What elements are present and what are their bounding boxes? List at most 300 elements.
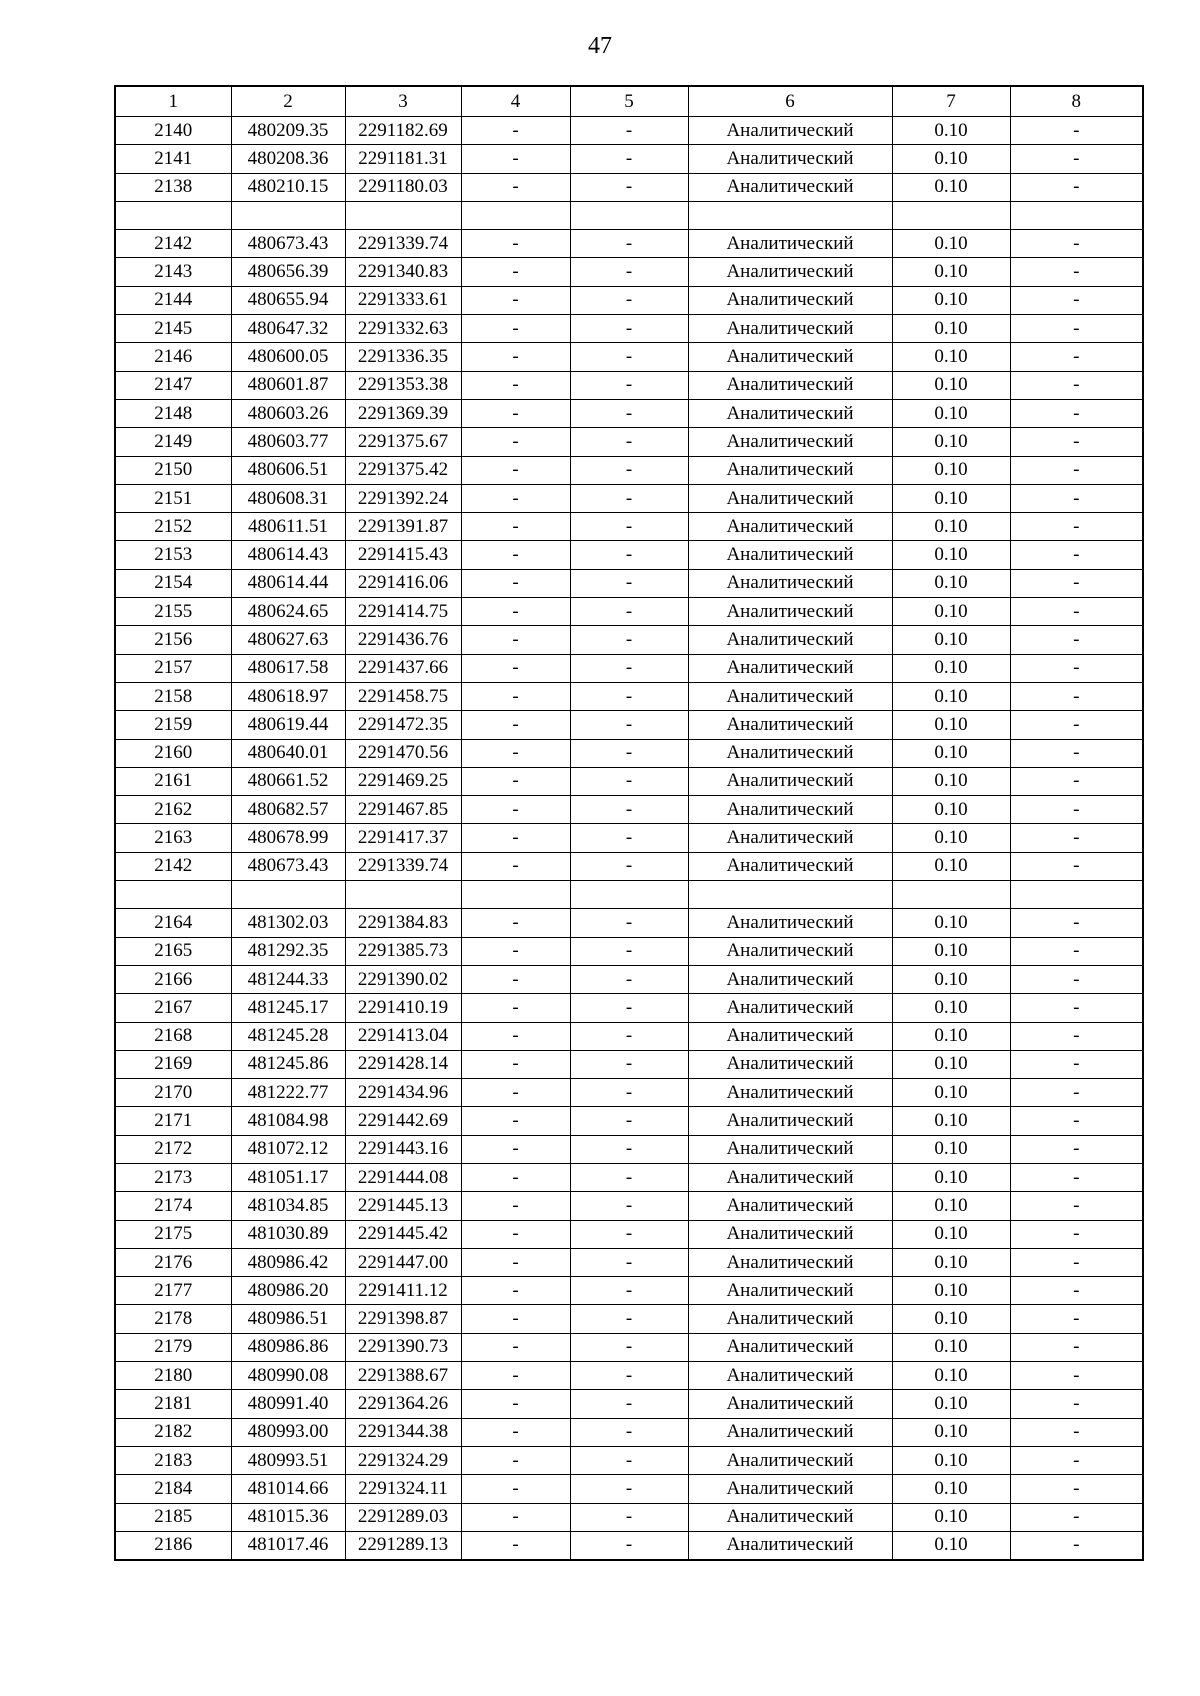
table-cell: 2291447.00	[345, 1248, 461, 1276]
table-body	[115, 117, 1143, 1561]
table-cell: 2291339.74	[345, 852, 461, 880]
table-cell: 480606.51	[231, 456, 345, 484]
column-header-6: 6	[688, 86, 892, 117]
table-cell: 0.10	[892, 258, 1010, 286]
table-cell: 0.10	[892, 626, 1010, 654]
table-cell: -	[461, 286, 570, 314]
table-cell: 2158	[115, 682, 231, 710]
table-cell: Аналитический	[688, 965, 892, 993]
table-cell: 2291181.31	[345, 145, 461, 173]
table-cell: 2174	[115, 1192, 231, 1220]
column-header-3: 3	[345, 86, 461, 117]
table-cell: 480617.58	[231, 654, 345, 682]
table-cell: 2177	[115, 1277, 231, 1305]
table-cell: Аналитический	[688, 1135, 892, 1163]
table-cell: 2138	[115, 173, 231, 201]
table-cell: 480618.97	[231, 682, 345, 710]
table-row	[115, 1333, 1143, 1361]
table-cell: -	[1010, 399, 1143, 427]
table-cell: -	[1010, 626, 1143, 654]
table-cell: -	[461, 1050, 570, 1078]
table-cell: 2142	[115, 230, 231, 258]
table-cell: -	[1010, 1163, 1143, 1191]
table-cell: 481084.98	[231, 1107, 345, 1135]
table-cell: 481017.46	[231, 1531, 345, 1560]
table-row	[115, 1277, 1143, 1305]
table-cell: -	[1010, 513, 1143, 541]
table-cell: 2291353.38	[345, 371, 461, 399]
table-cell: 481072.12	[231, 1135, 345, 1163]
table-cell: 2291442.69	[345, 1107, 461, 1135]
table-cell: -	[461, 1022, 570, 1050]
table-cell: Аналитический	[688, 852, 892, 880]
table-cell: -	[570, 1135, 688, 1163]
table-cell: 2160	[115, 739, 231, 767]
table-row	[115, 1050, 1143, 1078]
table-cell: 2291444.08	[345, 1163, 461, 1191]
table-cell: 480990.08	[231, 1362, 345, 1390]
table-cell: 2291182.69	[345, 117, 461, 145]
table-cell: -	[1010, 739, 1143, 767]
table-row	[115, 1390, 1143, 1418]
table-cell: Аналитический	[688, 1079, 892, 1107]
table-cell: 0.10	[892, 1503, 1010, 1531]
table-cell: Аналитический	[688, 1277, 892, 1305]
table-cell: Аналитический	[688, 258, 892, 286]
table-cell	[115, 881, 231, 909]
table-cell: 2141	[115, 145, 231, 173]
table-cell: 2291340.83	[345, 258, 461, 286]
table-row	[115, 1079, 1143, 1107]
table-cell: Аналитический	[688, 1022, 892, 1050]
table-cell: -	[461, 1503, 570, 1531]
table-cell: 480209.35	[231, 117, 345, 145]
table-cell: -	[461, 513, 570, 541]
table-cell: Аналитический	[688, 1333, 892, 1361]
table-cell: -	[461, 1362, 570, 1390]
table-cell: 0.10	[892, 739, 1010, 767]
table-cell: 0.10	[892, 824, 1010, 852]
table-cell: 2291428.14	[345, 1050, 461, 1078]
table-cell: -	[570, 428, 688, 456]
table-cell: 480210.15	[231, 173, 345, 201]
table-cell: Аналитический	[688, 1475, 892, 1503]
table-cell: -	[1010, 1333, 1143, 1361]
table-cell: -	[570, 1333, 688, 1361]
table-cell: 0.10	[892, 1079, 1010, 1107]
table-row	[115, 1107, 1143, 1135]
table-cell: 2291411.12	[345, 1277, 461, 1305]
table-cell: 0.10	[892, 145, 1010, 173]
table-cell: -	[1010, 937, 1143, 965]
table-cell: 480624.65	[231, 598, 345, 626]
table-cell: -	[461, 767, 570, 795]
table-cell: -	[570, 1022, 688, 1050]
table-cell: 0.10	[892, 1277, 1010, 1305]
table-cell: Аналитический	[688, 1192, 892, 1220]
table-cell: 0.10	[892, 399, 1010, 427]
table-cell: 2291385.73	[345, 937, 461, 965]
table-cell: -	[461, 1390, 570, 1418]
table-cell: 0.10	[892, 1107, 1010, 1135]
table-row	[115, 428, 1143, 456]
table-cell: Аналитический	[688, 541, 892, 569]
table-row	[115, 399, 1143, 427]
table-cell: 2155	[115, 598, 231, 626]
table-cell: -	[570, 682, 688, 710]
table-cell: -	[570, 852, 688, 880]
table-cell: 480627.63	[231, 626, 345, 654]
table-row	[115, 1503, 1143, 1531]
table-row	[115, 711, 1143, 739]
table-cell: 480614.44	[231, 569, 345, 597]
table-cell: 2164	[115, 909, 231, 937]
table-cell: -	[461, 1531, 570, 1560]
table-cell: -	[570, 654, 688, 682]
table-row	[115, 1192, 1143, 1220]
table-cell: -	[570, 1277, 688, 1305]
table-cell: 2144	[115, 286, 231, 314]
table-cell: 0.10	[892, 343, 1010, 371]
table-cell: -	[570, 1418, 688, 1446]
table-cell: -	[570, 173, 688, 201]
table-row	[115, 1220, 1143, 1248]
table-cell	[461, 201, 570, 229]
table-cell: -	[570, 286, 688, 314]
table-cell: -	[461, 315, 570, 343]
table-cell: 0.10	[892, 598, 1010, 626]
table-cell: -	[570, 399, 688, 427]
table-cell: 2291417.37	[345, 824, 461, 852]
table-cell: 2162	[115, 796, 231, 824]
table-cell: 0.10	[892, 937, 1010, 965]
table-cell: Аналитический	[688, 343, 892, 371]
table-cell: -	[461, 399, 570, 427]
table-cell: 2172	[115, 1135, 231, 1163]
table-cell: 2173	[115, 1163, 231, 1191]
table-row	[115, 1362, 1143, 1390]
table-row	[115, 117, 1143, 145]
table-cell: 0.10	[892, 513, 1010, 541]
table-cell: 2291434.96	[345, 1079, 461, 1107]
table-cell: 2291415.43	[345, 541, 461, 569]
table-cell: 480678.99	[231, 824, 345, 852]
table-cell: 0.10	[892, 682, 1010, 710]
table-cell: 0.10	[892, 371, 1010, 399]
table-cell: 0.10	[892, 230, 1010, 258]
table-cell: Аналитический	[688, 994, 892, 1022]
table-cell: -	[1010, 1079, 1143, 1107]
table-cell: 2291443.16	[345, 1135, 461, 1163]
table-cell: 2163	[115, 824, 231, 852]
table-cell: 2171	[115, 1107, 231, 1135]
table-cell: Аналитический	[688, 1305, 892, 1333]
table-cell: 0.10	[892, 1362, 1010, 1390]
table-cell: 2291392.24	[345, 484, 461, 512]
table-row	[115, 1305, 1143, 1333]
table-cell: -	[1010, 909, 1143, 937]
table-row	[115, 994, 1143, 1022]
table-cell: Аналитический	[688, 767, 892, 795]
table-cell: 480600.05	[231, 343, 345, 371]
table-cell: 0.10	[892, 1475, 1010, 1503]
table-cell: 2291470.56	[345, 739, 461, 767]
table-row	[115, 1446, 1143, 1474]
table-cell: 2181	[115, 1390, 231, 1418]
table-cell: 2167	[115, 994, 231, 1022]
table-cell: Аналитический	[688, 484, 892, 512]
table-row	[115, 1418, 1143, 1446]
table-cell: 0.10	[892, 1418, 1010, 1446]
table-cell: 481245.17	[231, 994, 345, 1022]
table-cell: 481051.17	[231, 1163, 345, 1191]
table-cell: 2148	[115, 399, 231, 427]
table-cell: 2291289.13	[345, 1531, 461, 1560]
table-cell: Аналитический	[688, 1418, 892, 1446]
table-cell: 2176	[115, 1248, 231, 1276]
table-cell: -	[1010, 315, 1143, 343]
table-cell: Аналитический	[688, 1107, 892, 1135]
table-cell: Аналитический	[688, 569, 892, 597]
table-cell: Аналитический	[688, 626, 892, 654]
table-row	[115, 937, 1143, 965]
table-cell: -	[570, 1050, 688, 1078]
table-cell: -	[461, 371, 570, 399]
table-cell: 2291369.39	[345, 399, 461, 427]
table-cell: 0.10	[892, 654, 1010, 682]
table-cell: 480601.87	[231, 371, 345, 399]
column-header-4: 4	[461, 86, 570, 117]
table-cell: -	[570, 909, 688, 937]
table-cell: 481245.86	[231, 1050, 345, 1078]
table-cell: 0.10	[892, 117, 1010, 145]
table-cell: 2153	[115, 541, 231, 569]
table-cell: 0.10	[892, 994, 1010, 1022]
table-cell: 2291437.66	[345, 654, 461, 682]
table-cell: -	[461, 428, 570, 456]
table-cell: -	[570, 796, 688, 824]
table-cell: 480673.43	[231, 230, 345, 258]
table-cell: -	[1010, 682, 1143, 710]
table-cell: 0.10	[892, 796, 1010, 824]
table-cell: -	[1010, 1107, 1143, 1135]
table-cell: 0.10	[892, 541, 1010, 569]
table-cell: Аналитический	[688, 1362, 892, 1390]
table-cell: 480611.51	[231, 513, 345, 541]
table-cell: 480991.40	[231, 1390, 345, 1418]
table-cell: 0.10	[892, 1192, 1010, 1220]
table-cell: -	[461, 1475, 570, 1503]
table-cell: 480986.51	[231, 1305, 345, 1333]
table-cell: 0.10	[892, 286, 1010, 314]
table-cell: -	[570, 315, 688, 343]
table-cell: 2291416.06	[345, 569, 461, 597]
table-cell: 2150	[115, 456, 231, 484]
table-cell: -	[461, 230, 570, 258]
table-cell: 2291436.76	[345, 626, 461, 654]
table-cell: 2157	[115, 654, 231, 682]
table-cell: 2149	[115, 428, 231, 456]
table-cell: Аналитический	[688, 1220, 892, 1248]
table-row	[115, 541, 1143, 569]
table-cell: Аналитический	[688, 513, 892, 541]
table-cell: 0.10	[892, 1305, 1010, 1333]
table-cell	[231, 881, 345, 909]
table-row	[115, 598, 1143, 626]
table-cell: 2186	[115, 1531, 231, 1560]
table-cell: 0.10	[892, 1446, 1010, 1474]
table-cell: 480673.43	[231, 852, 345, 880]
table-cell: -	[461, 1305, 570, 1333]
table-row	[115, 1163, 1143, 1191]
table-cell: 2291375.67	[345, 428, 461, 456]
table-cell: 2140	[115, 117, 231, 145]
table-cell: 0.10	[892, 852, 1010, 880]
table-row	[115, 767, 1143, 795]
table-cell: 480986.42	[231, 1248, 345, 1276]
table-cell: 2291333.61	[345, 286, 461, 314]
table-cell: -	[1010, 1277, 1143, 1305]
table-cell	[345, 881, 461, 909]
table-cell: 2291336.35	[345, 343, 461, 371]
table-row	[115, 626, 1143, 654]
table-cell: Аналитический	[688, 682, 892, 710]
column-header-7: 7	[892, 86, 1010, 117]
table-cell: 0.10	[892, 1531, 1010, 1560]
table-cell: 2291410.19	[345, 994, 461, 1022]
table-cell: -	[461, 1107, 570, 1135]
table-cell: -	[1010, 541, 1143, 569]
table-cell: -	[461, 569, 570, 597]
table-cell: -	[1010, 654, 1143, 682]
table-cell: 2147	[115, 371, 231, 399]
table-cell: 2291390.73	[345, 1333, 461, 1361]
table-cell: Аналитический	[688, 230, 892, 258]
table-row	[115, 371, 1143, 399]
table-cell: -	[1010, 230, 1143, 258]
table-cell: -	[461, 796, 570, 824]
table-cell: 2156	[115, 626, 231, 654]
table-row	[115, 569, 1143, 597]
table-header-row	[115, 86, 1143, 117]
table-cell: -	[1010, 1418, 1143, 1446]
table-cell	[345, 201, 461, 229]
table-row	[115, 881, 1143, 909]
table-cell: 0.10	[892, 1220, 1010, 1248]
table-cell: -	[461, 343, 570, 371]
table-cell: -	[1010, 1390, 1143, 1418]
table-row	[115, 343, 1143, 371]
table-cell: -	[461, 1333, 570, 1361]
table-cell: -	[570, 117, 688, 145]
table-cell	[461, 881, 570, 909]
table-row	[115, 682, 1143, 710]
table-cell: -	[1010, 1531, 1143, 1560]
table-cell: -	[461, 1163, 570, 1191]
table-cell: 2143	[115, 258, 231, 286]
table-cell: 2291339.74	[345, 230, 461, 258]
table-cell: 2159	[115, 711, 231, 739]
table-cell: -	[570, 598, 688, 626]
table-cell: -	[461, 994, 570, 1022]
table-cell: -	[461, 1192, 570, 1220]
table-cell: Аналитический	[688, 1503, 892, 1531]
table-cell: 2291413.04	[345, 1022, 461, 1050]
table-cell: -	[1010, 371, 1143, 399]
table-cell: -	[570, 965, 688, 993]
table-cell: Аналитический	[688, 428, 892, 456]
table-cell: 2168	[115, 1022, 231, 1050]
table-cell: 480986.86	[231, 1333, 345, 1361]
table-cell: 480603.26	[231, 399, 345, 427]
table-cell: -	[570, 994, 688, 1022]
column-header-1: 1	[115, 86, 231, 117]
table-cell: -	[461, 1079, 570, 1107]
table-cell	[688, 881, 892, 909]
table-cell: -	[1010, 994, 1143, 1022]
table-cell: -	[1010, 1475, 1143, 1503]
table-cell: 2154	[115, 569, 231, 597]
table-cell: -	[461, 824, 570, 852]
table-cell: -	[461, 1248, 570, 1276]
table-cell: -	[1010, 1192, 1143, 1220]
table-cell: 2178	[115, 1305, 231, 1333]
table-cell: -	[570, 937, 688, 965]
table-cell: -	[570, 513, 688, 541]
table-cell: -	[1010, 1135, 1143, 1163]
table-cell	[688, 201, 892, 229]
table-cell: 2291469.25	[345, 767, 461, 795]
table-cell: 480682.57	[231, 796, 345, 824]
table-row	[115, 145, 1143, 173]
table-cell: 480647.32	[231, 315, 345, 343]
table-cell: 0.10	[892, 569, 1010, 597]
table-cell: 2182	[115, 1418, 231, 1446]
table-cell: -	[1010, 767, 1143, 795]
table-cell: 481302.03	[231, 909, 345, 937]
table-cell: Аналитический	[688, 711, 892, 739]
table-row	[115, 315, 1143, 343]
table-row	[115, 1022, 1143, 1050]
table-cell: -	[570, 1362, 688, 1390]
table-cell: -	[570, 1446, 688, 1474]
table-cell: 480661.52	[231, 767, 345, 795]
table-cell: -	[461, 1135, 570, 1163]
table-cell: 0.10	[892, 1022, 1010, 1050]
table-row	[115, 965, 1143, 993]
table-row	[115, 654, 1143, 682]
table-cell: 480208.36	[231, 145, 345, 173]
table-cell: -	[1010, 598, 1143, 626]
page-number: 47	[588, 33, 612, 59]
table-row	[115, 1475, 1143, 1503]
table-row	[115, 1135, 1143, 1163]
table-cell: -	[570, 1531, 688, 1560]
table-cell: -	[1010, 117, 1143, 145]
table-cell: 481034.85	[231, 1192, 345, 1220]
table-cell: 0.10	[892, 1050, 1010, 1078]
table-cell: 0.10	[892, 1163, 1010, 1191]
table-cell: -	[1010, 145, 1143, 173]
table-cell	[570, 201, 688, 229]
table-cell: -	[1010, 1050, 1143, 1078]
table-cell: -	[570, 258, 688, 286]
table-cell: -	[1010, 796, 1143, 824]
table-cell: 0.10	[892, 909, 1010, 937]
table-cell: 2165	[115, 937, 231, 965]
table-cell: 0.10	[892, 1390, 1010, 1418]
table-cell: -	[570, 145, 688, 173]
